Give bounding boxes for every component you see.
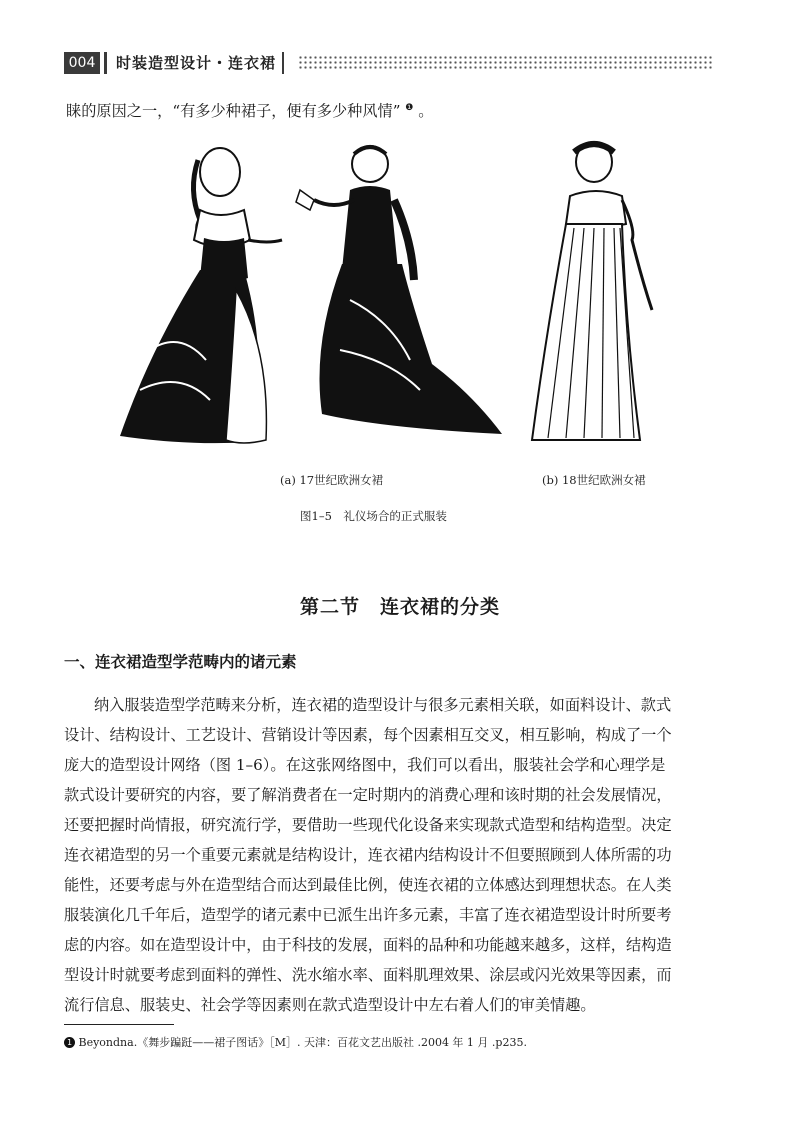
body-line: 还要把握时尚情报，研究流行学，要借助一些现代化设备来实现款式造型和结构造型。决定	[64, 816, 672, 834]
footnote-mark: 1	[64, 1037, 75, 1048]
footnote-ref: ❶	[405, 103, 414, 113]
footnote-rule	[64, 1024, 174, 1025]
body-line: 设计、结构设计、工艺设计、营销设计等因素，每个因素相互交叉，相互影响，构成了一个	[64, 726, 672, 744]
dress-figure-2	[296, 146, 502, 434]
body-paragraph	[64, 690, 724, 1020]
body-line: 能性，还要考虑与外在造型结合而达到最佳比例，使连衣裙的立体感达到理想状态。在人类	[64, 876, 672, 894]
dress-illustrations	[0, 140, 800, 460]
running-header	[64, 52, 714, 74]
body-line: 服装演化几千年后，造型学的诸元素中已派生出许多元素，丰富了连衣裙造型设计时所要考	[64, 906, 672, 924]
header-divider	[104, 52, 107, 74]
intro-line: 睐的原因之一，“有多少种裙子，便有多少种风情” $^❶$ 。	[66, 102, 434, 121]
header-title: 时装造型设计・连衣裙	[116, 54, 277, 72]
body-line: 虑的内容。如在造型设计中，由于科技的发展，面料的品种和功能越来越多，这样，结构造	[64, 936, 672, 954]
subheading: 一、连衣裙造型学范畴内的诸元素	[64, 653, 297, 671]
footnote-text: Beyondna.《舞步蹁跹——裙子图话》［M］. 天津：百花文艺出版社 .2004 年 1 月 .p235.	[78, 1036, 527, 1049]
figure-caption: 图1–5 礼仪场合的正式服装	[300, 509, 447, 523]
header-divider-2	[282, 52, 284, 74]
body-line: 庞大的造型设计网络（图 1–6）。在这张网络图中，我们可以看出，服装社会学和心理学是	[64, 756, 666, 774]
section-title: 第二节 连衣裙的分类	[299, 596, 500, 618]
footnote	[64, 1034, 527, 1050]
body-line: 纳入服装造型学范畴来分析，连衣裙的造型设计与很多元素相关联，如面料设计、款式	[94, 696, 672, 714]
body-line: 型设计时就要考虑到面料的弹性、洗水缩水率、面料肌理效果、涂层或闪光效果等因素，而	[64, 966, 672, 984]
body-line: 流行信息、服装史、社会学等因素则在款式造型设计中左右着人们的审美情趣。	[64, 996, 596, 1014]
body-line: 连衣裙造型的另一个重要元素就是结构设计，连衣裙内结构设计不但要照顾到人体所需的功	[64, 846, 672, 864]
header-dot-pattern	[298, 55, 714, 71]
dress-figure-1	[120, 148, 282, 443]
body-line: 款式设计要研究的内容，要了解消费者在一定时期内的消费心理和该时期的社会发展情况，	[64, 786, 672, 804]
dress-figure-3	[532, 142, 652, 440]
intro-text: 睐的原因之一，“有多少种裙子，便有多少种风情”	[66, 102, 401, 121]
caption-a: (a) 17世纪欧洲女裙	[280, 473, 384, 487]
caption-b: (b) 18世纪欧洲女裙	[542, 473, 646, 487]
page-number: 004	[64, 52, 100, 74]
